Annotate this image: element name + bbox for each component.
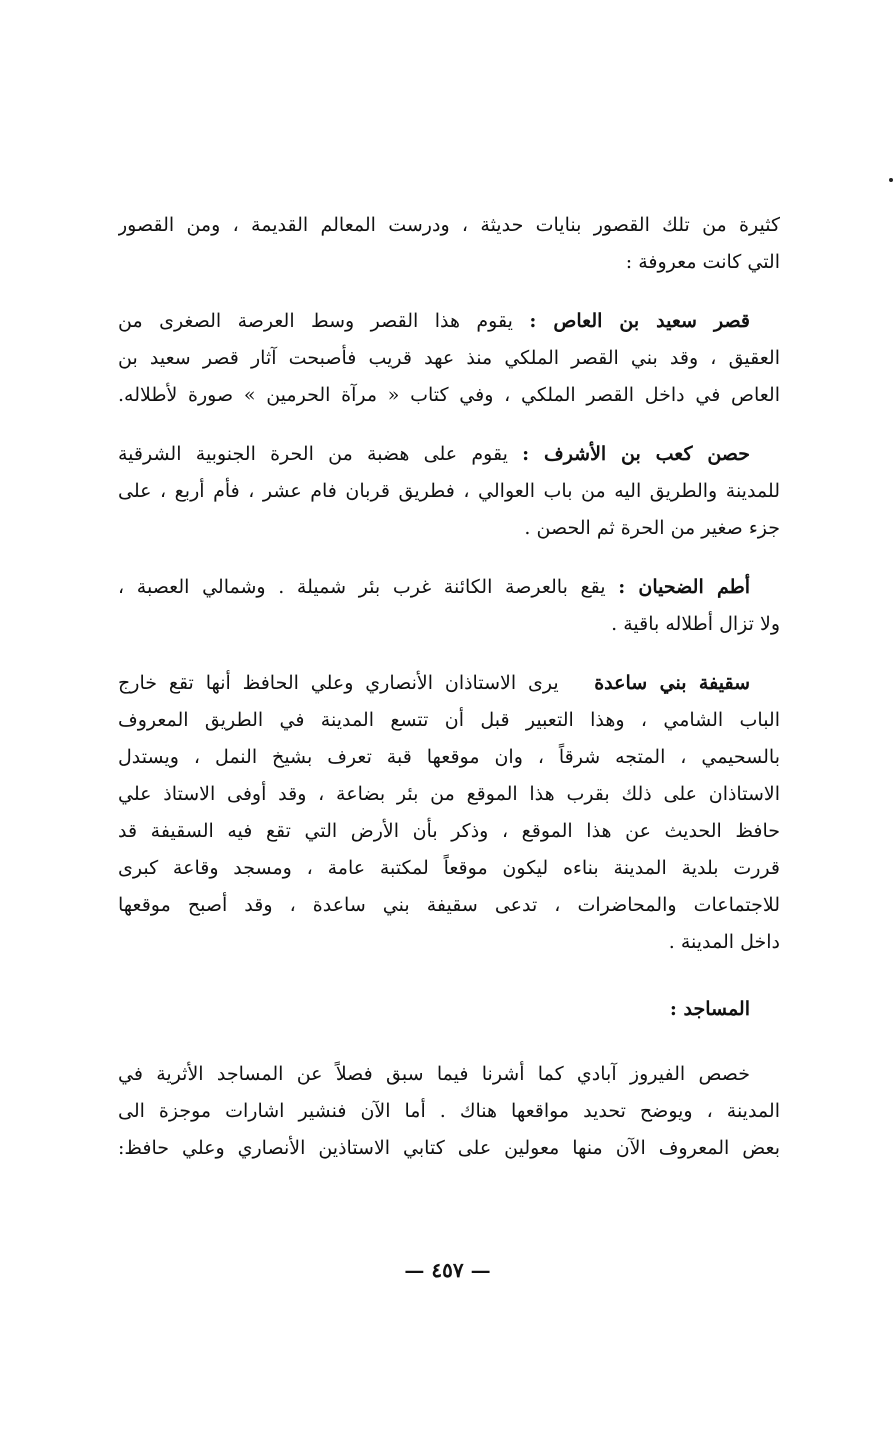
text-line: المدينة ، ويوضح تحديد مواقعها هناك . أما الآن فنشير اشارات موجزة الى: [118, 1100, 780, 1122]
text-line: داخل المدينة .: [668, 931, 780, 953]
paragraph-saqifa: [118, 665, 780, 961]
text-line: العقيق ، وقد بني القصر الملكي منذ عهد قريب فأصبحت آثار قصر سعيد بن: [118, 347, 780, 369]
text-line: [118, 569, 780, 606]
scan-speck: [889, 178, 893, 182]
section-title: المساجد :: [669, 998, 750, 1020]
text-line: حافظ الحديث عن هذا الموقع ، وذكر بأن الأرض التي تقع فيه السقيفة قد: [118, 820, 780, 842]
text-line: [118, 665, 780, 702]
text-line: خصص الفيروز آبادي كما أشرنا فيما سبق فصلاً عن المساجد الأثرية في: [118, 1063, 750, 1085]
text-line: جزء صغير من الحرة ثم الحصن .: [524, 517, 780, 539]
entry-text: يرى الاستاذان الأنصاري وعلي الحافظ أنها تقع خارج: [118, 672, 559, 694]
text-line: كثيرة من تلك القصور بنايات حديثة ، ودرست المعالم القديمة ، ومن القصور: [118, 214, 780, 236]
paragraph-hisn-kaab: [118, 436, 780, 547]
text-line: ولا تزال أطلاله باقية .: [611, 613, 780, 635]
entry-heading: حصن كعب بن الأشرف :: [522, 443, 750, 465]
entry-text: يقوم هذا القصر وسط العرصة الصغرى من: [118, 310, 513, 332]
text-line: [118, 436, 780, 473]
paragraph-qasr-said: [118, 303, 780, 414]
paragraph-utum-dahyan: [118, 569, 780, 643]
text-line: بالسحيمي ، المتجه شرقاً ، وان موقعها قبة تعرف بشيخ النمل ، ويستدل: [118, 746, 780, 768]
text-line: للمدينة والطريق اليه من باب العوالي ، فطريق قربان فام عشر ، فأم أربع ، على: [118, 480, 780, 502]
paragraph-intro: [118, 207, 780, 281]
text-line: للاجتماعات والمحاضرات ، تدعى سقيفة بني ساعدة ، وقد أصبح موقعها: [118, 894, 780, 916]
entry-text: يقوم على هضبة من الحرة الجنوبية الشرقية: [118, 443, 508, 465]
entry-text: يقع بالعرصة الكائنة غرب بئر شميلة . وشمالي العصبة ،: [118, 576, 606, 598]
text-line: [118, 303, 780, 340]
entry-heading: سقيفة بني ساعدة: [594, 672, 750, 694]
paragraph-mosques: [118, 1056, 780, 1167]
text-line: بعض المعروف الآن منها معولين على كتابي الاستاذين الأنصاري وعلي حافظ:: [118, 1137, 780, 1159]
text-line: الاستاذان على ذلك بقرب هذا الموقع من بئر بضاعة ، وقد أوفى الاستاذ علي: [118, 783, 780, 805]
text-line: العاص في داخل القصر الملكي ، وفي كتاب « مرآة الحرمين » صورة لأطلاله.: [118, 384, 780, 406]
page-number: — ٤٥٧ —: [404, 1258, 491, 1282]
text-line: الباب الشامي ، وهذا التعبير قبل أن تتسع المدينة في الطريق المعروف: [118, 709, 780, 731]
text-line: قررت بلدية المدينة بناءه ليكون موقعاً لمكتبة عامة ، ومسجد وقاعة كبرى: [118, 857, 780, 879]
text-line: التي كانت معروفة :: [625, 251, 780, 273]
entry-heading: أطم الضحيان :: [618, 576, 750, 598]
entry-heading: قصر سعيد بن العاص :: [529, 310, 751, 332]
page-body: [118, 207, 780, 1167]
